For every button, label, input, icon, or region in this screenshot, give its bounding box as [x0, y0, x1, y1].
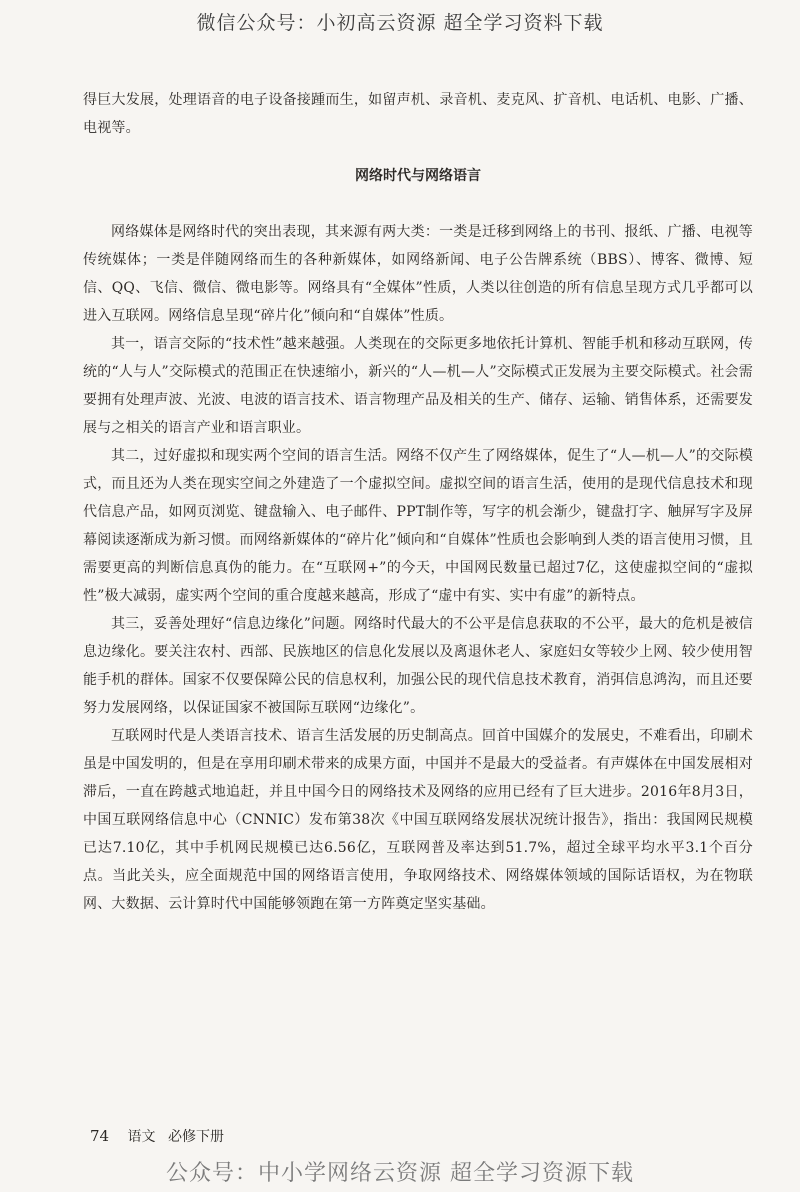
page-footer	[90, 1126, 224, 1146]
book-title: 语文	[127, 1129, 156, 1145]
body-paragraph-4: 其三，妥善处理好“信息边缘化”问题。网络时代最大的不公平是信息获取的不公平，最大的危机是被信息边缘化。要关注农村、西部、民族地区的信息化发展以及离退休老人、家庭妇女等较少上网、较少使用智能手机的群体。国家不仅要保障公民的信息权利，加强公民的现代信息技术教育，消弭信息鸿沟，而且还要努力发展网络，以保证国家不被国际互联网“边缘化”。	[83, 616, 753, 716]
body-paragraph-2: 其一，语言交际的“技术性”越来越强。人类现在的交际更多地依托计算机、智能手机和移动互联网，传统的“人与人”交际模式的范围正在快速缩小，新兴的“人—机—人”交际模式正发展为主要交际模式。社会需要拥有处理声波、光波、电波的语言技术、语言物理产品及相关的生产、储存、运输、销售体系，还需要发展与之相关的语言产业和语言职业。	[83, 336, 753, 436]
body-paragraph-1: 网络媒体是网络时代的突出表现，其来源有两大类：一类是迁移到网络上的书刊、报纸、广播、电视等传统媒体；一类是伴随网络而生的各种新媒体，如网络新闻、电子公告牌系统（BBS）、博客、微博、短信、QQ、飞信、微信、微电影等。网络具有“全媒体”性质，人类以往创造的所有信息呈现方式几乎都可以进入互联网。网络信息呈现“碎片化”倾向和“自媒体”性质。	[83, 224, 753, 324]
page-number: 74	[90, 1127, 110, 1145]
section-title: 网络时代与网络语言	[355, 168, 481, 184]
intro-paragraph: 得巨大发展，处理语音的电子设备接踵而生，如留声机、录音机、麦克风、扩音机、电话机、电影、广播、电视等。	[83, 92, 753, 136]
body-paragraph-3: 其二，过好虚拟和现实两个空间的语言生活。网络不仅产生了网络媒体，促生了“人—机—人”的交际模式，而且还为人类在现实空间之外建造了一个虚拟空间。虚拟空间的语言生活，使用的是现代信息技术和现代信息产品，如网页浏览、键盘输入、电子邮件、PPT制作等，写字的机会渐少，键盘打字、触屏写字及屏幕阅读逐渐成为新习惯。而网络新媒体的“碎片化”倾向和“自媒体”性质也会影响到人类的语言使用习惯，且需要更高的判断信息真伪的能力。在“互联网+”的今天，中国网民数量已超过7亿，这使虚拟空间的“虚拟性”极大减弱，虚实两个空间的重合度越来越高，形成了“虚中有实、实中有虚”的新特点。	[83, 448, 753, 604]
header-watermark: 微信公众号：小初高云资源 超全学习资料下载	[196, 12, 604, 34]
bottom-watermark: 公众号：中小学网络云资源 超全学习资源下载	[166, 1161, 634, 1186]
page-content	[83, 86, 753, 918]
body-paragraph-5: 互联网时代是人类语言技术、语言生活发展的历史制高点。回首中国媒介的发展史，不难看出，印刷术虽是中国发明的，但是在享用印刷术带来的成果方面，中国并不是最大的受益者。有声媒体在中国发展相对滞后，一直在跨越式地追赶，并且中国今日的网络技术及网络的应用已经有了巨大进步。2016年8月3日，中国互联网络信息中心（CNNIC）发布第38次《中国互联网络发展状况统计报告》，指出：我国网民规模已达7.10亿，其中手机网民规模已达6.56亿，互联网普及率达到51.7%，超过全球平均水平3.1个百分点。当此关头，应全面规范中国的网络语言使用，争取网络技术、网络媒体领域的国际话语权，为在物联网、大数据、云计算时代中国能够领跑在第一方阵奠定坚实基础。	[83, 728, 753, 912]
book-volume: 必修下册	[168, 1129, 224, 1145]
